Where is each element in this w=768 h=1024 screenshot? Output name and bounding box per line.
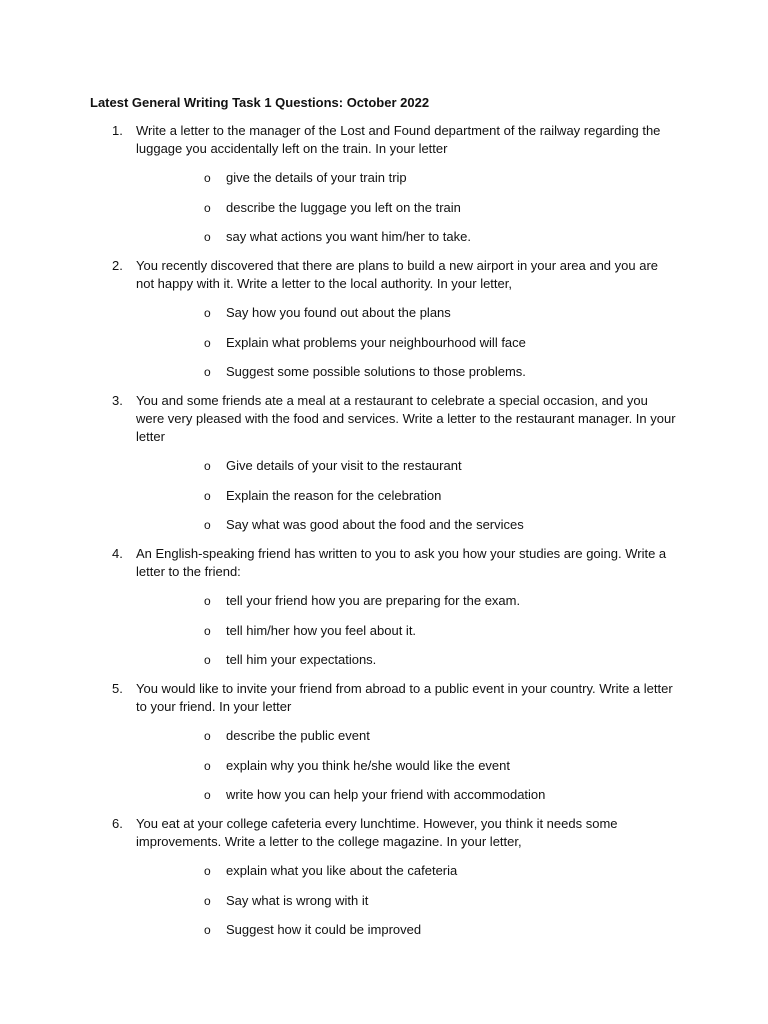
question-text: Write a letter to the manager of the Lost and Found department of the railway regarding the luggage you accidentally left on the train. In your letter [136,123,661,156]
bullet-text: describe the luggage you left on the train [226,199,461,215]
circle-bullet-icon: o [204,335,211,350]
bullet-text: give the details of your train trip [226,170,407,185]
circle-bullet-icon: o [204,893,211,908]
question-text: You and some friends ate a meal at a restaurant to celebrate a special occasion, and you were very pleased with the food and services. Write a letter to the restaurant manager. In your letter [136,393,676,444]
bullet-item [136,363,678,381]
bullet-text: tell him/her how you feel about it. [226,622,417,638]
circle-bullet-icon: o [204,459,211,473]
bullet-text: say what actions you want him/her to take. [226,229,471,244]
bullet-item [136,592,678,610]
circle-bullet-icon: o [204,729,211,743]
question-6 [90,815,678,939]
question-number: 4. [112,546,123,561]
bullet-item [136,169,678,187]
question-5 [90,680,678,804]
circle-bullet-icon: o [204,230,211,244]
bullet-item [136,334,678,352]
bullet-text: Explain the reason for the celebration [226,487,442,503]
circle-bullet-icon: o [204,518,211,532]
question-number: 5. [112,681,123,696]
question-number: 6. [112,816,123,831]
circle-bullet-icon: o [204,171,211,185]
bullet-text: write how you can help your friend with accommodation [226,787,546,802]
bullet-list [136,457,678,534]
circle-bullet-icon: o [204,623,211,638]
question-number: 2. [112,258,123,273]
bullet-item [136,757,678,775]
question-number: 3. [112,393,123,408]
question-1 [90,122,678,246]
bullet-list [136,304,678,381]
bullet-item [136,786,678,804]
bullet-list [136,169,678,246]
bullet-list [136,862,678,939]
bullet-text: Say what is wrong with it [226,892,369,908]
bullet-text: tell him your expectations. [226,652,377,667]
bullet-item [136,516,678,534]
circle-bullet-icon: o [204,200,211,215]
question-2 [90,257,678,381]
circle-bullet-icon: o [204,788,211,802]
bullet-text: explain why you think he/she would like the event [226,757,511,773]
question-number: 1. [112,123,123,138]
bullet-item [136,228,678,246]
bullet-item [136,921,678,939]
document-title: Latest General Writing Task 1 Questions: October 2022 [90,95,430,110]
question-list [90,122,678,939]
bullet-item [136,727,678,745]
bullet-text: tell your friend how you are preparing for the exam. [226,593,521,608]
bullet-list [136,592,678,669]
bullet-item [136,892,678,910]
circle-bullet-icon: o [204,923,211,937]
bullet-item [136,622,678,640]
question-text: You eat at your college cafeteria every lunchtime. However, you think it needs some improvements. Write a letter to the college magazine. In your letter, [136,816,618,849]
circle-bullet-icon: o [204,864,211,878]
bullet-text: Give details of your visit to the restaurant [226,458,462,473]
question-text: You recently discovered that there are plans to build a new airport in your area and you are not happy with it. Write a letter to the local authority. In your letter, [136,258,659,291]
circle-bullet-icon: o [204,365,211,379]
question-text: An English-speaking friend has written to you to ask you how your studies are going. Write a letter to the friend: [136,546,667,579]
circle-bullet-icon: o [204,758,211,773]
bullet-text: Say how you found out about the plans [226,305,451,320]
bullet-text: Suggest how it could be improved [226,922,422,937]
bullet-text: describe the public event [226,728,370,743]
circle-bullet-icon: o [204,594,211,608]
bullet-text: explain what you like about the cafeteria [226,863,458,878]
bullet-item [136,304,678,322]
bullet-item [136,651,678,669]
bullet-list [136,727,678,804]
circle-bullet-icon: o [204,488,211,503]
bullet-item [136,862,678,880]
circle-bullet-icon: o [204,653,211,667]
bullet-item [136,457,678,475]
circle-bullet-icon: o [204,306,211,320]
bullet-text: Say what was good about the food and the services [226,517,524,532]
bullet-item [136,487,678,505]
question-4 [90,545,678,669]
bullet-text: Explain what problems your neighbourhood will face [226,334,526,350]
bullet-text: Suggest some possible solutions to those problems. [226,364,526,379]
question-3 [90,392,678,534]
question-text: You would like to invite your friend from abroad to a public event in your country. Write a letter to your friend. In your letter [136,681,673,714]
bullet-item [136,199,678,217]
